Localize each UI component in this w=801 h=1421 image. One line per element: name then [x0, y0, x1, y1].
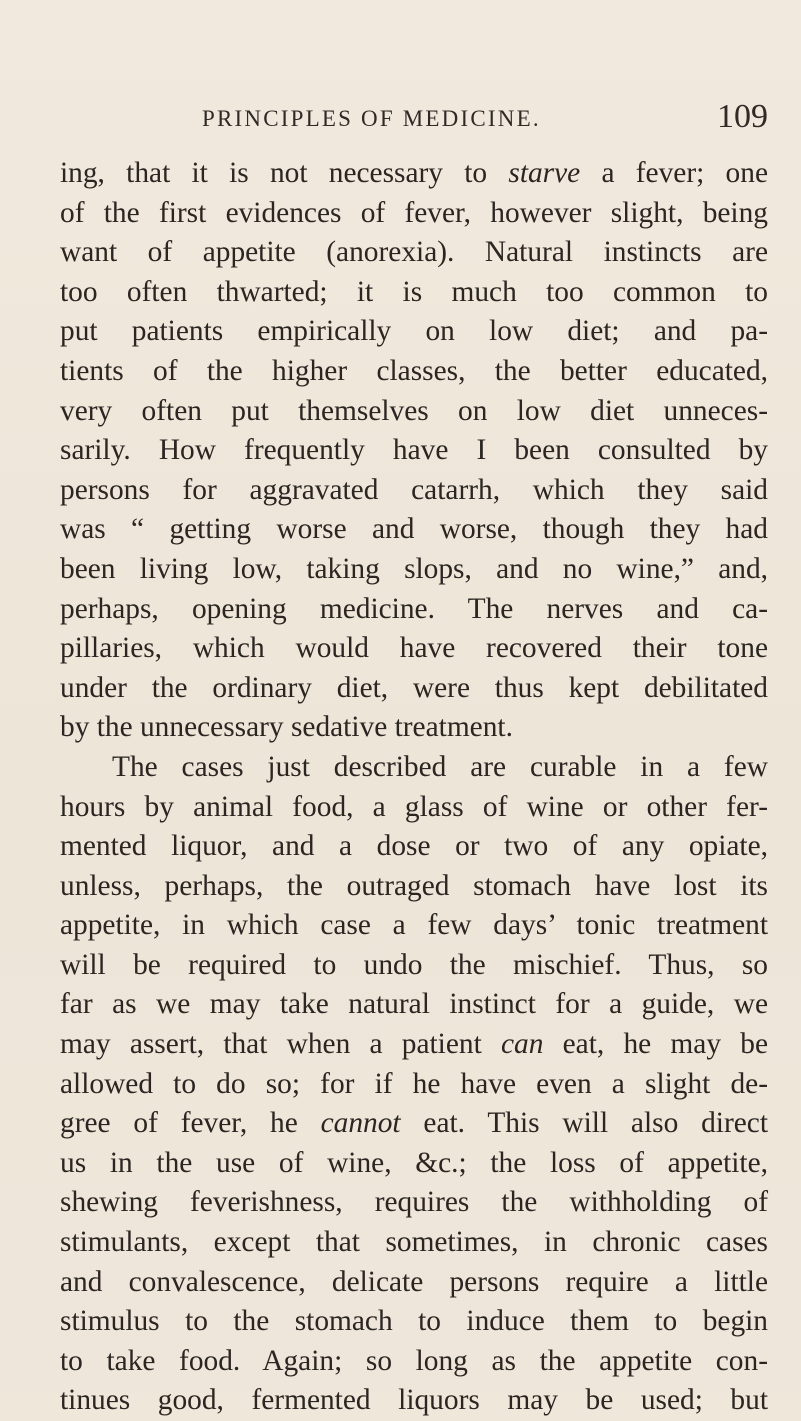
- running-title: PRINCIPLES OF MEDICINE.: [202, 106, 541, 131]
- line-segment: us in the use of wine, &c.; the loss of appetite,: [60, 1146, 768, 1179]
- text-line: [60, 1104, 768, 1144]
- text-line: [60, 392, 768, 432]
- line-segment: eat. This will also direct: [400, 1107, 768, 1140]
- text-line: [60, 629, 768, 669]
- line-segment: tients of the higher classes, the better educated,: [60, 354, 768, 387]
- text-line: [60, 352, 768, 392]
- text-line: [60, 1065, 768, 1105]
- running-head: [60, 100, 768, 140]
- line-segment: sarily. How frequently have I been consulted by: [60, 434, 768, 467]
- text-line: [60, 312, 768, 352]
- text-line: [60, 946, 768, 986]
- line-segment: to take food. Again; so long as the appetite con-: [60, 1344, 768, 1377]
- text-line: [60, 906, 768, 946]
- line-segment: and convalescence, delicate persons require a little: [60, 1265, 768, 1298]
- text-line: [60, 194, 768, 234]
- line-segment: perhaps, opening medicine. The nerves and ca-: [60, 592, 768, 625]
- line-segment: very often put themselves on low diet unneces-: [60, 394, 768, 427]
- italic-word: starve: [508, 157, 581, 189]
- line-segment: put patients empirically on low diet; and pa-: [60, 315, 768, 348]
- text-line: [60, 748, 768, 788]
- line-segment: by the unnecessary sedative treatment.: [60, 711, 513, 744]
- text-line: [60, 1263, 768, 1303]
- text-line: [60, 669, 768, 709]
- line-segment: gree of fever, he: [60, 1107, 321, 1140]
- line-segment: under the ordinary diet, were thus kept debilitated: [60, 671, 768, 704]
- line-segment: ing, that it is not necessary to: [60, 157, 509, 189]
- text-line: [60, 985, 768, 1025]
- text-line: [60, 233, 768, 273]
- text-line: [60, 550, 768, 590]
- text-line: [60, 590, 768, 630]
- line-segment: pillaries, which would have recovered their tone: [60, 632, 768, 665]
- line-segment: was “ getting worse and worse, though they had: [60, 513, 768, 546]
- text-line: [60, 867, 768, 907]
- line-segment: persons for aggravated catarrh, which they said: [60, 473, 768, 506]
- text-line: [60, 708, 768, 748]
- line-segment: unless, perhaps, the outraged stomach have lost its: [60, 869, 768, 902]
- line-segment: far as we may take natural instinct for a guide, we: [60, 988, 768, 1021]
- line-segment: too often thwarted; it is much too common to: [60, 275, 768, 308]
- text-line: [60, 510, 768, 550]
- paragraph: [60, 154, 768, 748]
- text-line: [60, 827, 768, 867]
- text-line: [60, 273, 768, 313]
- text-line: [60, 1342, 768, 1382]
- line-segment: been living low, taking slops, and no wine,” and,: [60, 552, 768, 585]
- text-line: [60, 1381, 768, 1421]
- line-segment: a fever; one: [580, 157, 768, 189]
- text-line: [60, 1025, 768, 1065]
- line-segment: shewing feverishness, requires the withholding of: [60, 1186, 768, 1219]
- text-line: [60, 1183, 768, 1223]
- line-segment: stimulus to the stomach to induce them to begin: [60, 1305, 768, 1338]
- italic-word: cannot: [320, 1107, 401, 1140]
- line-segment: mented liquor, and a dose or two of any opiate,: [60, 830, 768, 863]
- line-segment: allowed to do so; for if he have even a slight de-: [60, 1067, 768, 1100]
- body-text: [60, 154, 768, 1421]
- text-line: [60, 1223, 768, 1263]
- italic-word: can: [500, 1028, 544, 1061]
- line-segment: hours by animal food, a glass of wine or other fer-: [60, 790, 768, 823]
- line-segment: stimulants, except that sometimes, in chronic cases: [60, 1226, 768, 1259]
- line-segment: may assert, that when a patient: [60, 1028, 501, 1061]
- line-segment: tinues good, fermented liquors may be used; but: [60, 1384, 768, 1417]
- line-segment: want of appetite (anorexia). Natural instincts are: [60, 236, 768, 269]
- line-segment: eat, he may be: [543, 1028, 768, 1061]
- line-segment: will be required to undo the mischief. Thus, so: [60, 948, 768, 981]
- line-segment: of the first evidences of fever, however slight, being: [60, 196, 768, 229]
- text-line: [60, 471, 768, 511]
- text-line: [60, 431, 768, 471]
- paragraph: [60, 748, 768, 1421]
- line-segment: The cases just described are curable in a few: [112, 750, 768, 783]
- page-number: 109: [717, 98, 768, 135]
- text-line: [60, 788, 768, 828]
- text-line: [60, 154, 768, 194]
- text-line: [60, 1302, 768, 1342]
- line-segment: appetite, in which case a few days’ tonic treatment: [60, 909, 768, 942]
- text-line: [60, 1144, 768, 1184]
